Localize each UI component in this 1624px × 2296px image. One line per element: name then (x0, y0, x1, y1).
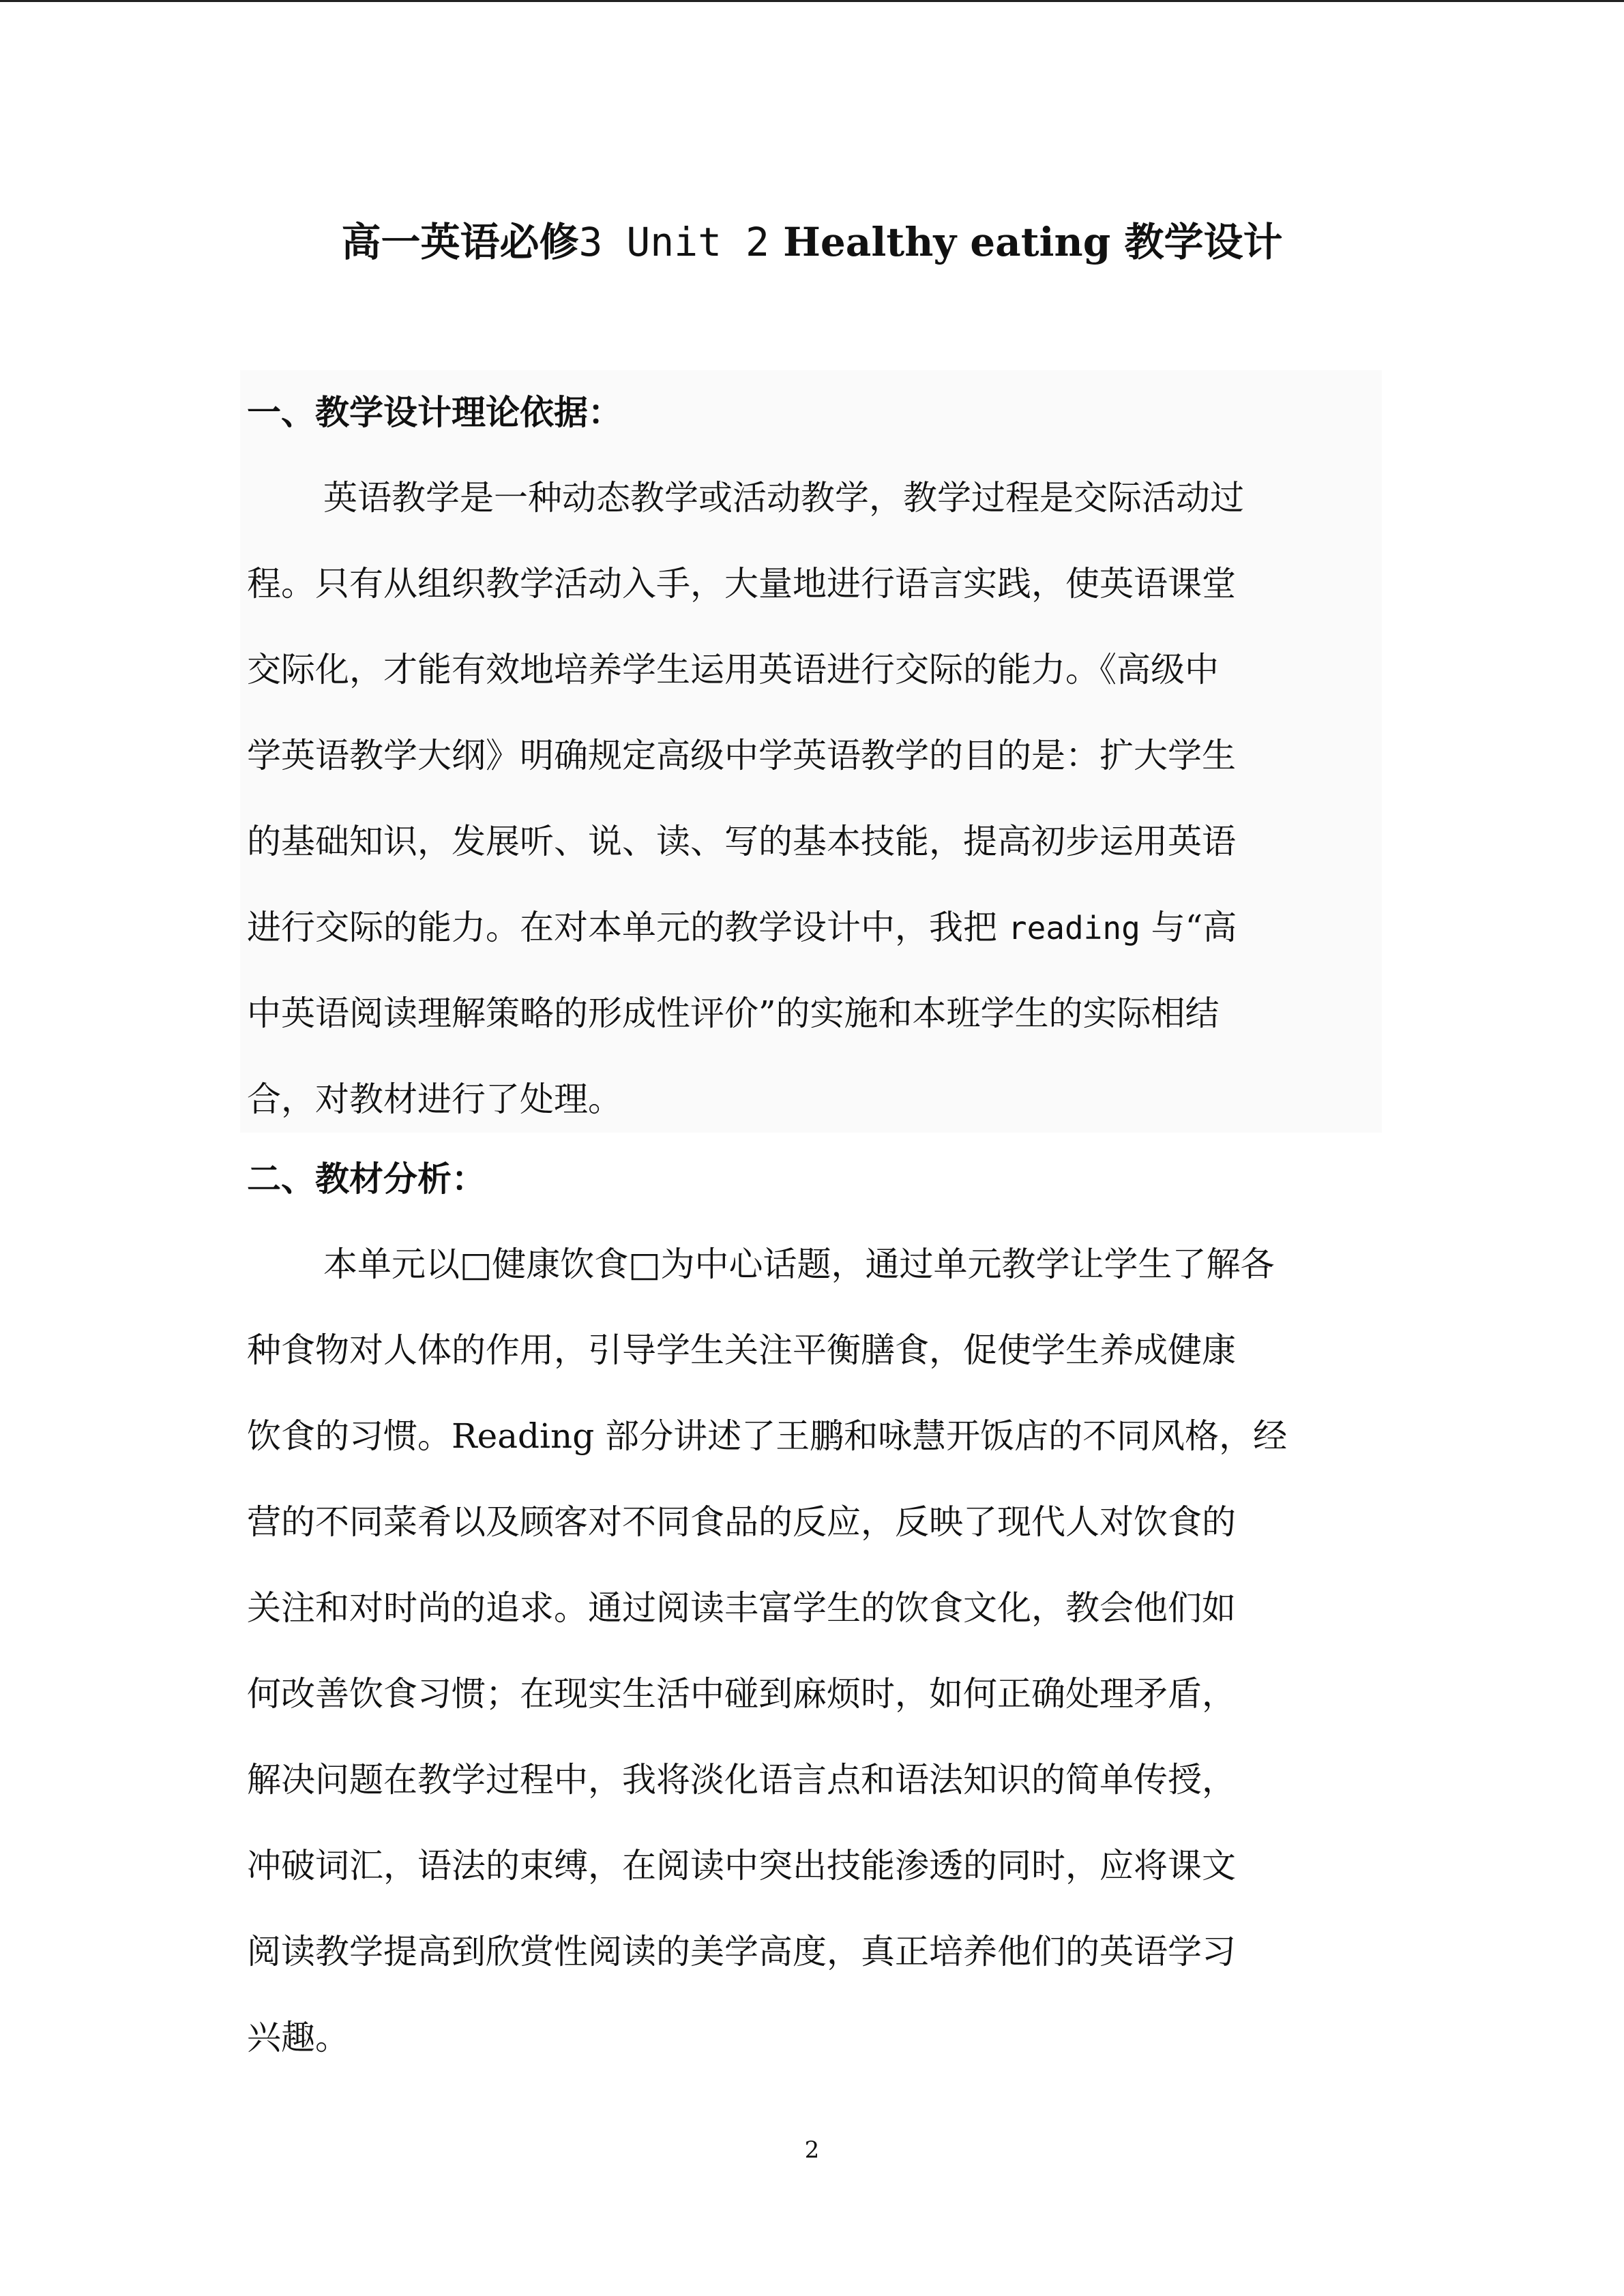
paragraph-line: 解决问题在教学过程中，我将淡化语言点和语法知识的简单传授， (247, 1760, 1236, 1800)
paragraph-line: 阅读教学提高到欣赏性阅读的美学高度，真正培养他们的英语学习 (247, 1932, 1236, 1971)
paragraph-line: 本单元以□健康饮食□为中心话题，通过单元教学让学生了解各 (323, 1244, 1275, 1284)
paragraph-line: 营的不同菜肴以及顾客对不同食品的反应，反映了现代人对饮食的 (247, 1502, 1236, 1542)
section-2-paragraph (247, 1221, 1379, 2081)
paragraph-line (247, 884, 1379, 970)
document-title (0, 215, 1624, 269)
paragraph-line: 中英语阅读理解策略的形成性评价”的实施和本班学生的实际相结 (247, 994, 1220, 1033)
title-chinese-part: 高一英语必修 (341, 219, 579, 265)
page-number: 2 (804, 2136, 820, 2164)
paragraph-line: 交际化，才能有效地培养学生运用英语进行交际的能力。《高级中 (247, 650, 1219, 689)
line-mono-word: reading (1007, 910, 1140, 946)
line-text-part: 进行交际的能力。在对本单元的教学设计中，我把 (247, 908, 1008, 947)
paragraph-line: 学英语教学大纲》明确规定高级中学英语教学的目的是：扩大学生 (247, 736, 1236, 775)
paragraph-line: 合，对教材进行了处理。 (247, 1079, 622, 1119)
paragraph-line: 程。只有从组织教学活动入手，大量地进行语言实践，使英语课堂 (247, 564, 1236, 603)
paragraph-line: 冲破词汇，语法的束缚，在阅读中突出技能渗透的同时，应将课文 (247, 1846, 1236, 1885)
title-unit-part: 3 Unit 2 (578, 219, 769, 265)
line-text-part: 与“高 (1140, 908, 1237, 947)
paragraph-line: 种食物对人体的作用，引导学生关注平衡膳食，促使学生养成健康 (247, 1330, 1236, 1370)
paragraph-line: 兴趣。 (247, 2018, 349, 2057)
paragraph-line: 的基础知识，发展听、说、读、写的基本技能，提高初步运用英语 (247, 822, 1236, 861)
title-topic-part: Healthy eating 教学设计 (769, 219, 1283, 265)
paragraph-line: 饮食的习惯。Reading 部分讲述了王鹏和咏慧开饭店的不同风格，经 (247, 1416, 1288, 1456)
paragraph-line: 关注和对时尚的追求。通过阅读丰富学生的饮食文化，教会他们如 (247, 1588, 1236, 1628)
section-1-paragraph (247, 455, 1379, 1142)
paragraph-line: 英语教学是一种动态教学或活动教学，教学过程是交际活动过 (323, 478, 1244, 518)
paragraph-line: 何改善饮食习惯；在现实生活中碰到麻烦时，如何正确处理矛盾， (247, 1674, 1236, 1714)
section-2-heading: 二、教材分析： (247, 1159, 486, 1199)
section-1-heading: 一、教学设计理论依据： (247, 392, 622, 432)
